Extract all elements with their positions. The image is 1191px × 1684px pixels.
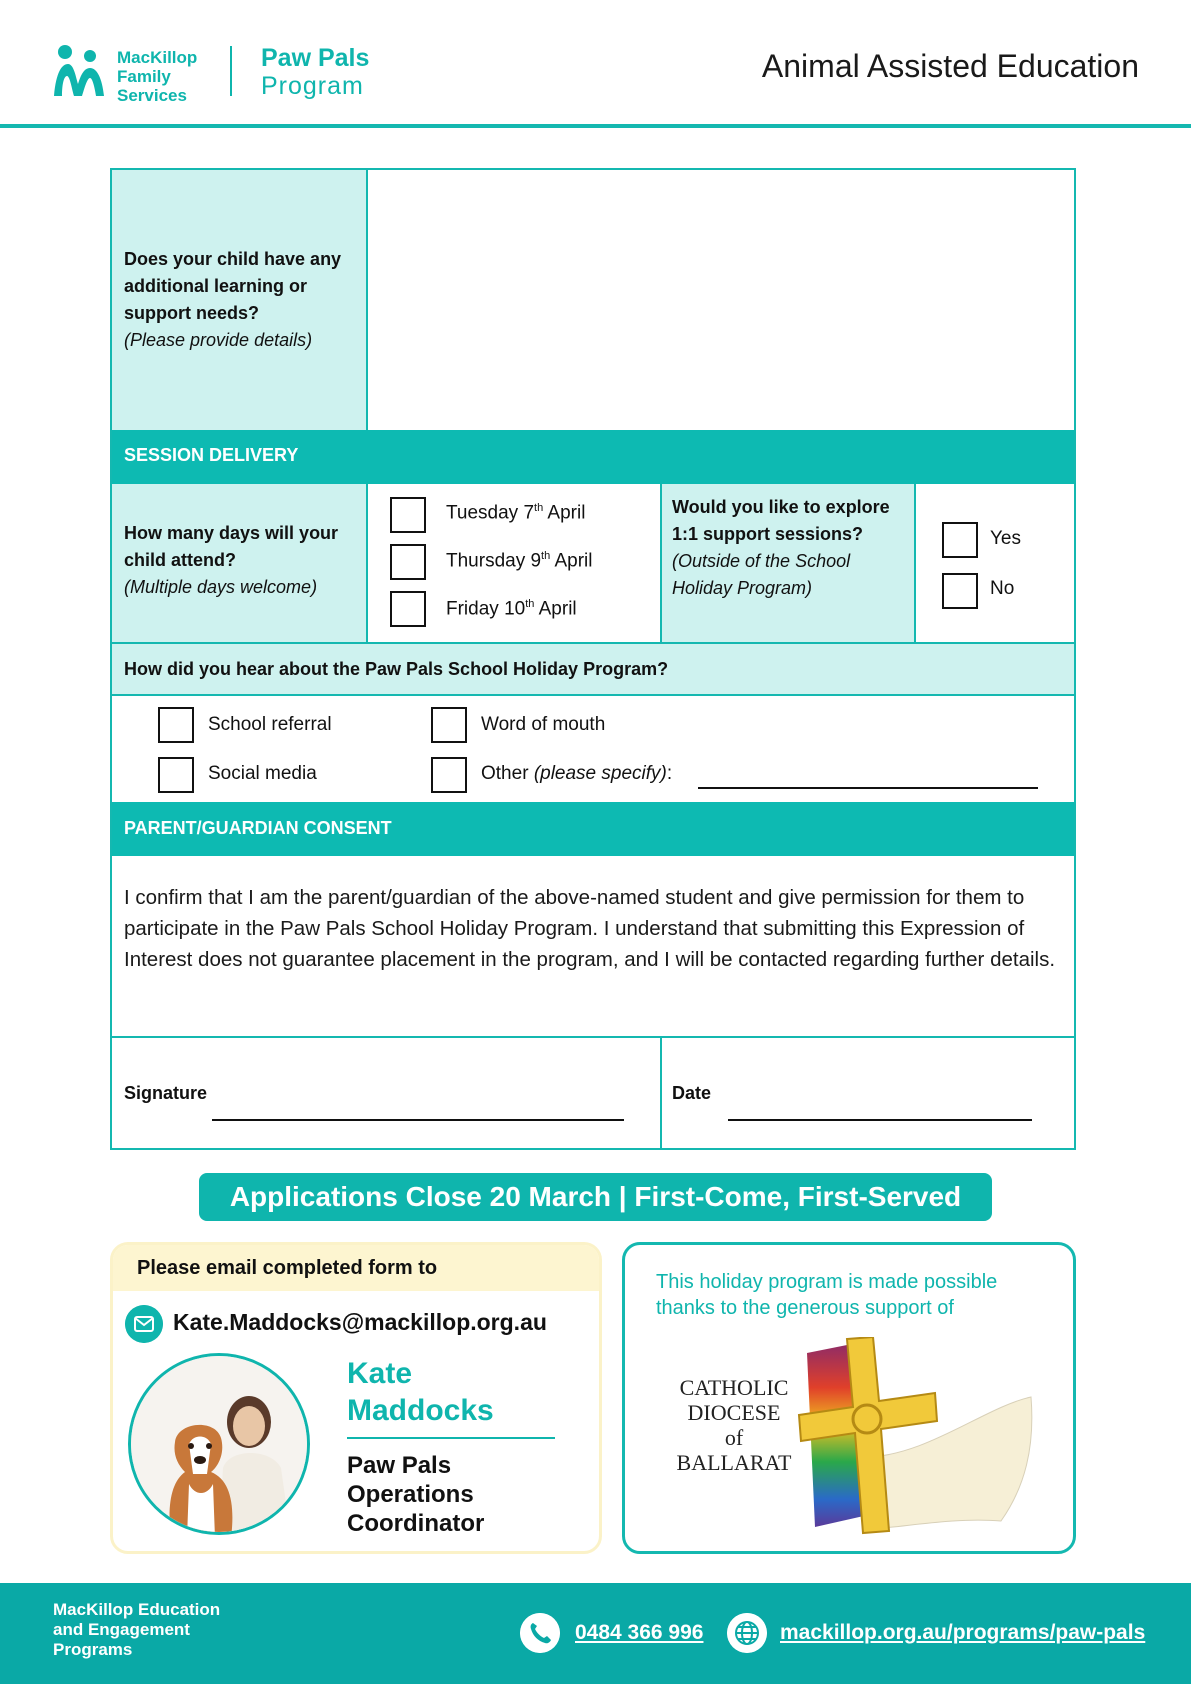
mackillop-logo-icon <box>50 44 106 100</box>
sponsor-card <box>622 1242 1076 1554</box>
support-needs-question: Does your child have any additional learning or support needs? (Please provide details) <box>124 249 342 350</box>
phone-icon <box>520 1613 560 1653</box>
day-option-label: Thursday 9th April <box>446 550 593 572</box>
footer-org-line: and Engagement <box>53 1620 190 1639</box>
days-question: How many days will your child attend? (Multiple days welcome) <box>124 523 339 597</box>
logo-line: Services <box>117 86 187 105</box>
referral-other-checkbox[interactable] <box>431 757 467 793</box>
divider <box>660 1036 662 1150</box>
envelope-icon <box>125 1305 163 1343</box>
day-checkbox-thursday[interactable] <box>390 544 426 580</box>
page-header <box>0 0 1191 128</box>
divider <box>112 1036 1074 1038</box>
referral-option-label: School referral <box>208 714 332 735</box>
signature-label: Signature <box>124 1083 208 1103</box>
role-line: Operations <box>347 1481 474 1508</box>
consent-text: I confirm that I am the parent/guardian of the above-named student and give permission for them to participate in the Paw Pals School Holiday Program. I understand that submitting this Expression of Interest does not guarantee placement in the program, and I will be contacted regarding further details. <box>124 886 1056 971</box>
globe-icon <box>727 1613 767 1653</box>
contact-card <box>110 1242 602 1554</box>
date-input[interactable] <box>728 1119 1032 1121</box>
coordinator-role <box>347 1451 484 1538</box>
referral-school-checkbox[interactable] <box>158 707 194 743</box>
footer-website-link[interactable]: mackillop.org.au/programs/paw-pals <box>780 1621 1146 1644</box>
divider <box>914 484 916 642</box>
day-option-label: Tuesday 7th April <box>446 502 586 524</box>
coordinator-last-name: Maddocks <box>347 1394 494 1427</box>
support-yes-checkbox[interactable] <box>942 522 978 558</box>
program-title: Paw Pals <box>261 44 370 72</box>
day-checkbox-tuesday[interactable] <box>390 497 426 533</box>
diocese-wordmark <box>671 1375 797 1475</box>
footer-phone-link[interactable]: 0484 366 996 <box>575 1621 704 1644</box>
consent-heading: PARENT/GUARDIAN CONSENT <box>112 802 1074 856</box>
support-no-checkbox[interactable] <box>942 573 978 609</box>
logo-line: MacKillop <box>117 48 198 67</box>
logo-line: CATHOLIC <box>679 1375 789 1400</box>
eoi-form <box>110 168 1076 1150</box>
program-subtitle: Program <box>261 72 364 100</box>
referral-option-label: Social media <box>208 763 317 784</box>
sponsor-text: This holiday program is made possible thanks to the generous support of <box>656 1271 998 1319</box>
contact-email[interactable]: Kate.Maddocks@mackillop.org.au <box>173 1309 547 1335</box>
signature-input[interactable] <box>212 1119 624 1121</box>
footer-org-line: Programs <box>53 1640 133 1659</box>
coordinator-photo <box>128 1353 310 1535</box>
day-option-label: Friday 10th April <box>446 598 577 620</box>
role-line: Paw Pals <box>347 1452 452 1479</box>
diocese-cross-logo-icon <box>785 1337 1055 1537</box>
support-sessions-question: Would you like to explore 1:1 support sessions? (Outside of the School Holiday Program) <box>672 497 890 598</box>
referral-word-checkbox[interactable] <box>431 707 467 743</box>
applications-banner: Applications Close 20 March | First-Come, First-Served <box>199 1173 992 1221</box>
contact-heading: Please email completed form to <box>137 1257 438 1279</box>
page-footer <box>0 1583 1191 1684</box>
day-checkbox-friday[interactable] <box>390 591 426 627</box>
page-title: Animal Assisted Education <box>761 48 1139 84</box>
footer-org-line: MacKillop Education <box>53 1600 221 1619</box>
logo-divider <box>230 46 232 96</box>
logo-line: DIOCESE <box>687 1400 781 1425</box>
support-needs-input[interactable] <box>368 170 1074 430</box>
referral-option-label: Word of mouth <box>481 714 606 735</box>
session-delivery-heading: SESSION DELIVERY <box>112 430 1074 484</box>
date-label: Date <box>672 1083 712 1103</box>
logo-line: Family <box>117 67 171 86</box>
divider <box>366 484 368 642</box>
support-yes-label: Yes <box>990 528 1021 549</box>
name-divider <box>347 1437 555 1439</box>
referral-other-label: Other (please specify): <box>481 763 673 784</box>
coordinator-first-name: Kate <box>347 1357 413 1390</box>
divider <box>660 484 662 642</box>
divider <box>112 694 1074 696</box>
logo-wordmark <box>117 48 197 105</box>
referral-question: How did you hear about the Paw Pals School Holiday Program? <box>124 659 669 679</box>
logo-line: of <box>724 1425 744 1450</box>
support-no-label: No <box>990 578 1015 599</box>
referral-social-checkbox[interactable] <box>158 757 194 793</box>
referral-other-input[interactable] <box>698 787 1038 789</box>
logo-line: BALLARAT <box>676 1450 792 1475</box>
role-line: Coordinator <box>347 1510 485 1537</box>
footer-org-name <box>53 1600 220 1660</box>
coordinator-name <box>347 1355 494 1429</box>
dog-and-person-photo <box>131 1356 310 1535</box>
